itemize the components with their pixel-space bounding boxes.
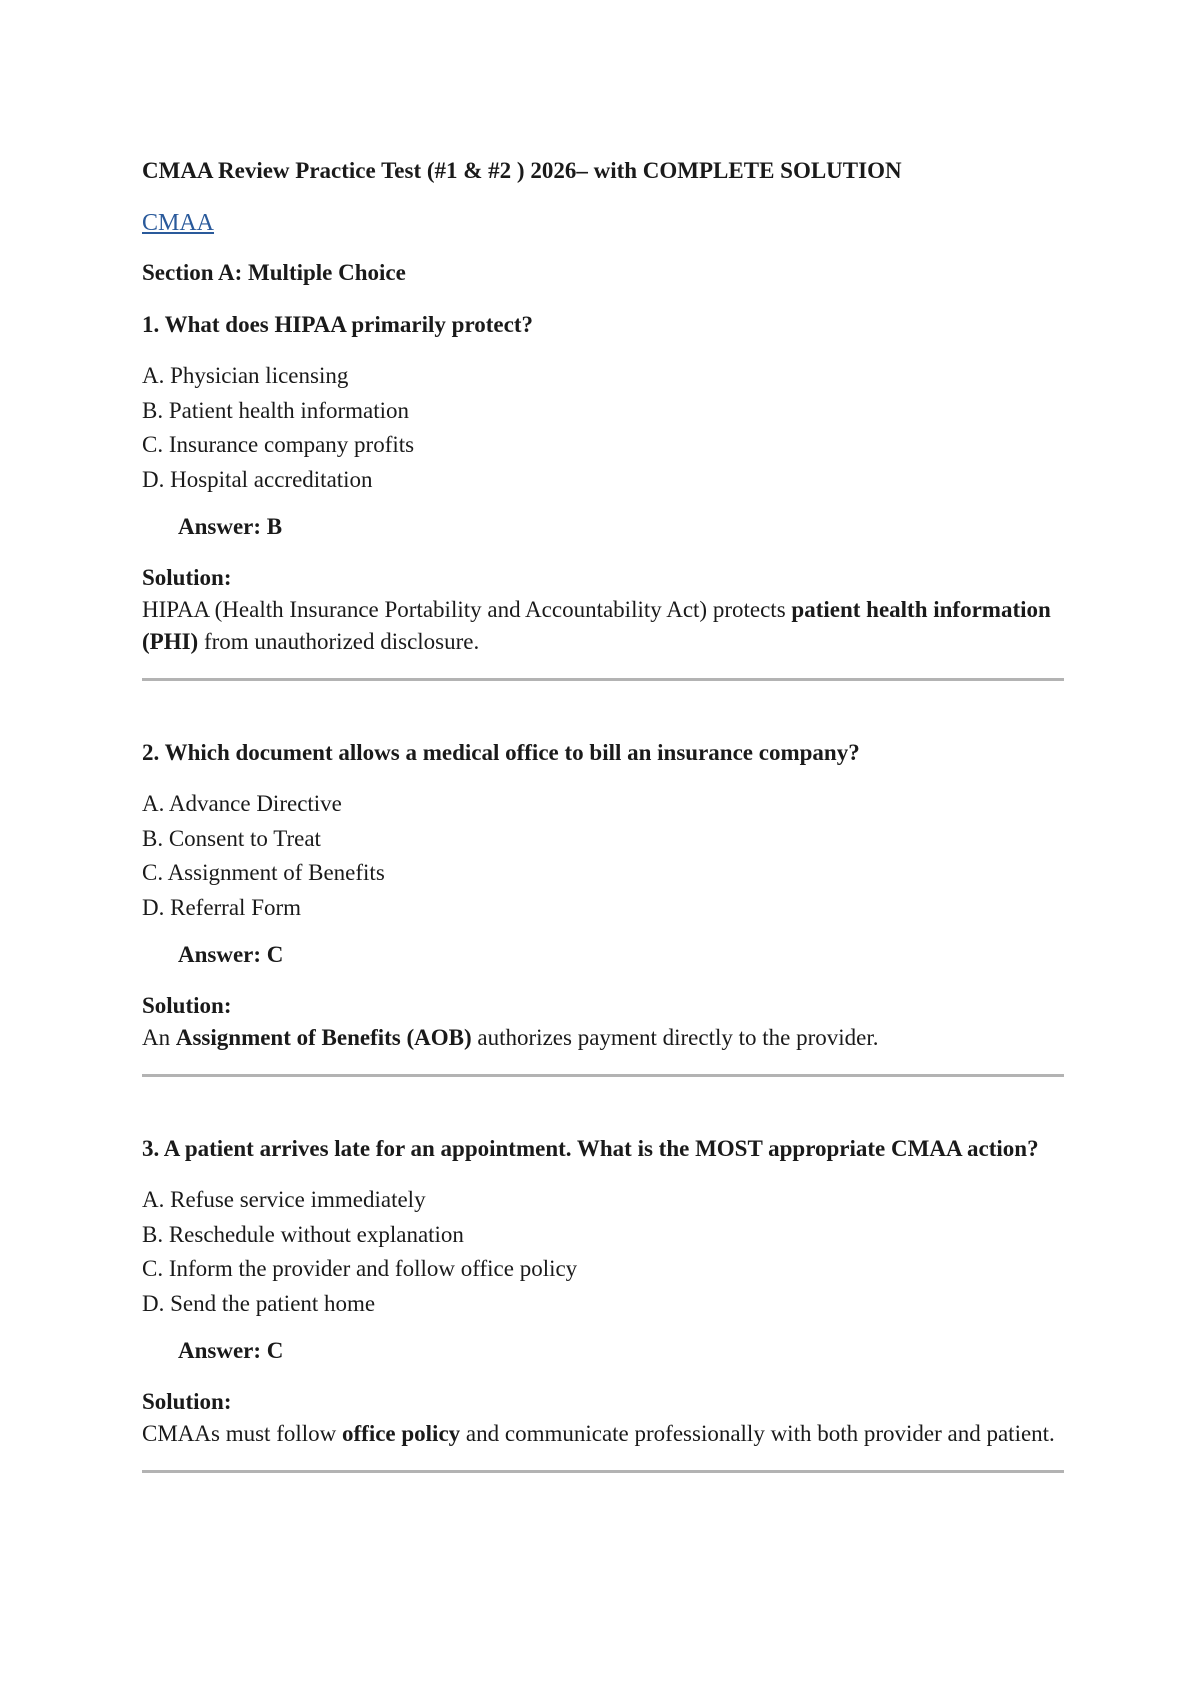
solution-part-2: from unauthorized disclosure.	[198, 629, 480, 654]
option-d: D. Referral Form	[142, 894, 302, 920]
solution-part-2: authorizes payment directly to the provider.	[471, 1025, 879, 1050]
question-block-2	[142, 737, 1064, 1077]
options-list	[142, 787, 1064, 925]
option-c: C. Inform the provider and follow office policy	[142, 1256, 578, 1281]
options-list	[142, 359, 1064, 497]
solution-label: Solution:	[142, 993, 232, 1018]
options-list	[142, 1183, 1064, 1321]
question-text: 3. A patient arrives late for an appointment. What is the MOST appropriate CMAA action?	[142, 1136, 1039, 1161]
solution-bold: patient health information (PHI)	[142, 597, 1051, 654]
answer-text: Answer: C	[178, 1338, 284, 1363]
divider	[142, 1074, 1064, 1077]
option-b: B. Consent to Treat	[142, 825, 321, 851]
solution-text	[142, 594, 1064, 658]
answer-text: Answer: B	[178, 514, 283, 539]
question-text: 1. What does HIPAA primarily protect?	[142, 312, 533, 337]
solution-bold: Assignment of Benefits (AOB)	[175, 1025, 472, 1050]
option-a: A. Refuse service immediately	[142, 1187, 426, 1212]
option-a: A. Physician licensing	[142, 363, 349, 388]
cmaa-link[interactable]: CMAA	[142, 210, 215, 236]
solution-bold: office policy	[342, 1421, 461, 1446]
question-block-1	[142, 309, 1064, 681]
solution-text	[142, 1418, 1064, 1450]
option-c: C. Assignment of Benefits	[142, 860, 385, 885]
section-heading: Section A: Multiple Choice	[142, 260, 406, 285]
document-title: CMAA Review Practice Test (#1 & #2 ) 2026– with COMPLETE SOLUTION	[142, 158, 902, 183]
solution-part-1: HIPAA (Health Insurance Portability and Accountability Act) protects	[142, 597, 792, 622]
question-text: 2. Which document allows a medical office to bill an insurance company?	[142, 740, 860, 765]
option-b: B. Patient health information	[142, 397, 410, 423]
option-a: A. Advance Directive	[142, 791, 342, 816]
divider	[142, 1470, 1064, 1473]
option-d: D. Send the patient home	[142, 1290, 376, 1316]
option-b: B. Reschedule without explanation	[142, 1221, 464, 1247]
divider	[142, 678, 1064, 681]
option-c: C. Insurance company profits	[142, 432, 415, 457]
solution-label: Solution:	[142, 1389, 232, 1414]
solution-label: Solution:	[142, 565, 232, 590]
question-block-3	[142, 1133, 1064, 1473]
solution-part-2: and communicate professionally with both provider and patient.	[460, 1421, 1055, 1446]
solution-text	[142, 1022, 1064, 1054]
answer-text: Answer: C	[178, 942, 284, 967]
solution-part-1: CMAAs must follow	[142, 1421, 342, 1446]
solution-part-1: An	[142, 1025, 176, 1050]
option-d: D. Hospital accreditation	[142, 466, 373, 492]
document-content	[142, 155, 1064, 1473]
